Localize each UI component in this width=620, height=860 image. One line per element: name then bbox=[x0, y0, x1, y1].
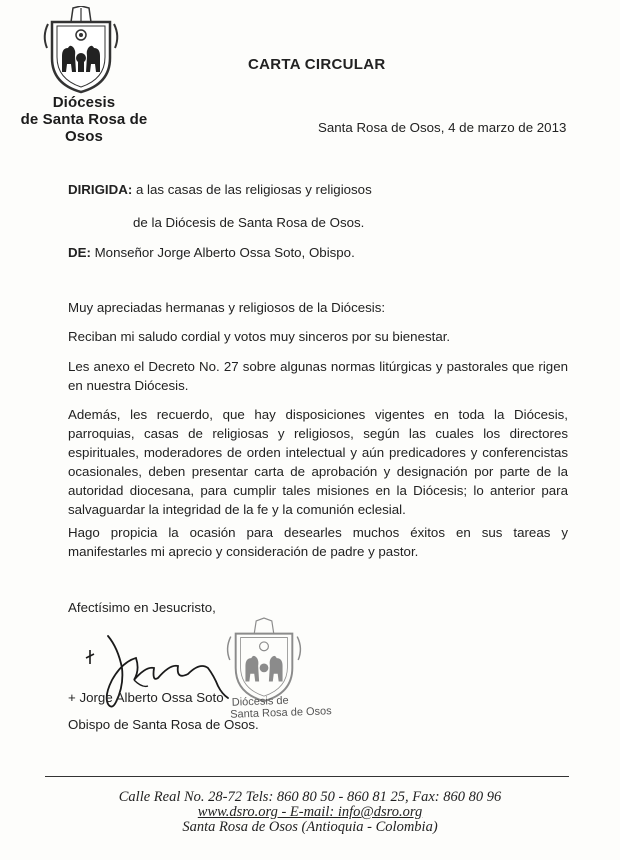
signer-role: Obispo de Santa Rosa de Osos. bbox=[68, 717, 259, 732]
body-paragraph-2: Les anexo el Decreto No. 27 sobre algunas normas litúrgicas y pastorales que rigen en nuestra Diócesis. bbox=[68, 359, 568, 393]
sender-text: Monseñor Jorge Alberto Ossa Soto, Obispo. bbox=[94, 245, 355, 260]
addressee-text: a las casas de las religiosas y religiosos bbox=[135, 182, 372, 197]
seal-text-line2: Santa Rosa de Osos bbox=[230, 705, 332, 721]
diocese-name-line1: Diócesis bbox=[52, 94, 116, 111]
footer-address: Calle Real No. 28-72 Tels: 860 80 50 - 860 81 25, Fax: 860 80 96 bbox=[118, 789, 502, 805]
body-paragraph-1: Reciban mi saludo cordial y votos muy sinceros por su bienestar. bbox=[68, 329, 451, 344]
seal-text-line1: Diócesis de bbox=[231, 694, 289, 709]
document-date: Santa Rosa de Osos, 4 de marzo de 2013 bbox=[318, 120, 567, 135]
footer-divider bbox=[45, 776, 569, 777]
sender-label: DE: bbox=[68, 245, 91, 260]
sender-line bbox=[68, 243, 568, 262]
greeting: Muy apreciadas hermanas y religiosos de la Diócesis: bbox=[68, 300, 386, 315]
footer-web-email: www.dsro.org - E-mail: info@dsro.org bbox=[197, 804, 423, 820]
signer-name: + Jorge Alberto Ossa Soto bbox=[68, 690, 224, 705]
addressee-line2: de la Diócesis de Santa Rosa de Osos. bbox=[133, 215, 365, 230]
diocese-name-line2: de Santa Rosa de Osos bbox=[20, 111, 148, 145]
footer-location: Santa Rosa de Osos (Antioquia - Colombia) bbox=[182, 819, 438, 835]
body-paragraph-3: Además, les recuerdo, que hay disposiciones vigentes en toda la Diócesis, parroquias, casas de religiosas y religiosos, según las cuales los directores espirituales, moderadores de orden intelectual y aún predicadores y conferencistas ocasionales, deben presentar carta de aprobación y designación por parte de la autoridad diocesana, para cumplir tales misiones en la Diócesis; lo anterior para salvaguardar la integridad de la fe y la comunión eclesial. bbox=[68, 407, 568, 517]
diocese-coat-of-arms-logo bbox=[38, 6, 124, 96]
salutation: Afectísimo en Jesucristo, bbox=[68, 600, 216, 615]
addressee-label: DIRIGIDA: bbox=[68, 182, 133, 197]
addressee-line1 bbox=[68, 180, 568, 199]
document-title: CARTA CIRCULAR bbox=[248, 56, 386, 73]
body-paragraph-4: Hago propicia la ocasión para desearles muchos éxitos en sus tareas y manifestarles mi aprecio y consideración de padre y pastor. bbox=[68, 525, 568, 559]
